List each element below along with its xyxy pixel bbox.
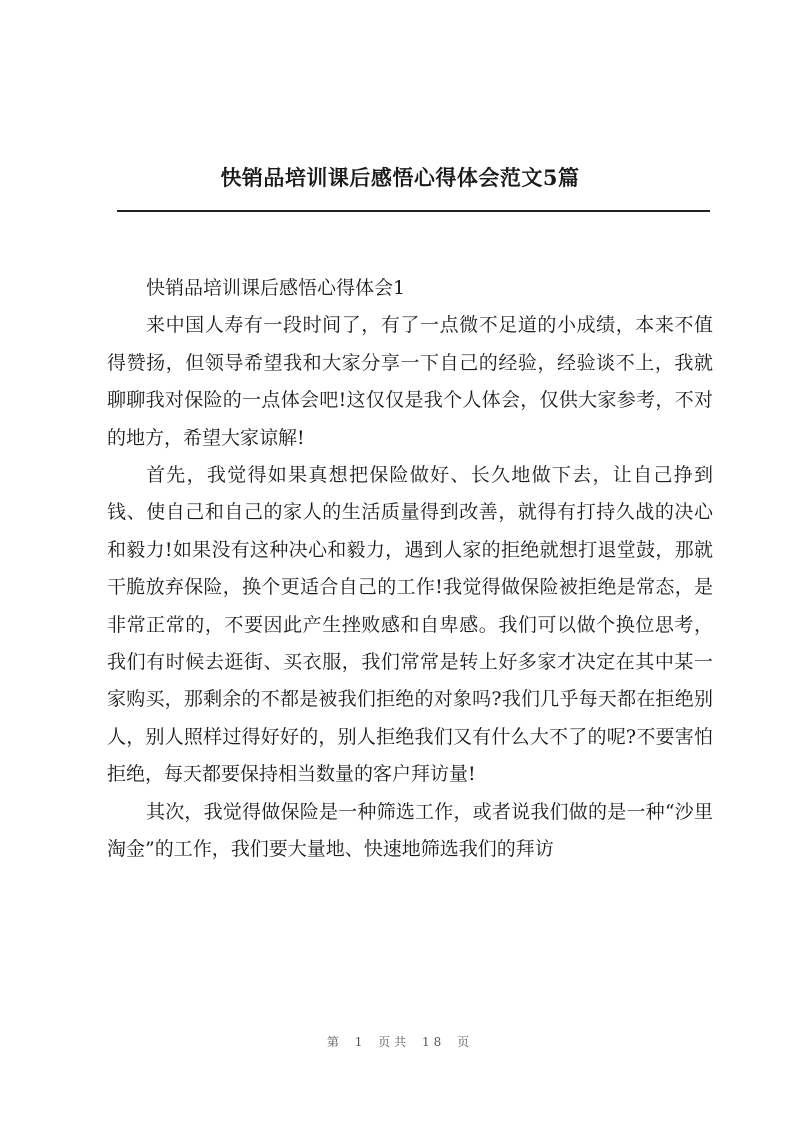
title-underline — [117, 210, 710, 212]
footer-suffix: 页 — [457, 1035, 474, 1049]
document-title: 快销品培训课后感悟心得体会范文5篇 — [220, 165, 580, 190]
page-footer — [0, 1033, 800, 1050]
paragraph-1: 来中国人寿有一段时间了，有了一点微不足道的小成绩，本来不值得赞扬，但领导希望我和大家分享一下自己的经验，经验谈不上，我就聊聊我对保险的一点体会吧!这仅仅是我个人体会，仅供大家参考，不对的地方，希望大家谅解! — [107, 314, 713, 449]
footer-middle: 页共 — [378, 1035, 411, 1049]
section-heading: 快销品培训课后感悟心得体会1 — [146, 277, 406, 299]
document-body — [107, 270, 713, 869]
paragraph-3: 其次，我觉得做保险是一种筛选工作，或者说我们做的是一种“沙里淘金”的工作，我们要大量地、快速地筛选我们的拜访 — [107, 800, 713, 861]
footer-total-pages: 18 — [422, 1035, 446, 1049]
paragraph-2: 首先，我觉得如果真想把保险做好、长久地做下去，让自己挣到钱、使自己和自己的家人的生活质量得到改善，就得有打持久战的决心和毅力!如果没有这种决心和毅力，遇到人家的拒绝就想打退堂鼓，那就干脆放弃保险，换个更适合自己的工作!我觉得做保险被拒绝是常态，是非常正常的，不要因此产生挫败感和自卑感。我们可以做个换位思考，我们有时候去逛街、买衣服，我们常常是转上好多家才决定在其中某一家购买，那剩余的不都是被我们拒绝的对象吗?我们几乎每天都在拒绝别人，别人照样过得好好的，别人拒绝我们又有什么大不了的呢?不要害怕拒绝，每天都要保持相当数量的客户拜访量! — [107, 464, 713, 786]
footer-prefix: 第 — [326, 1035, 343, 1049]
footer-current-page: 1 — [354, 1035, 367, 1049]
